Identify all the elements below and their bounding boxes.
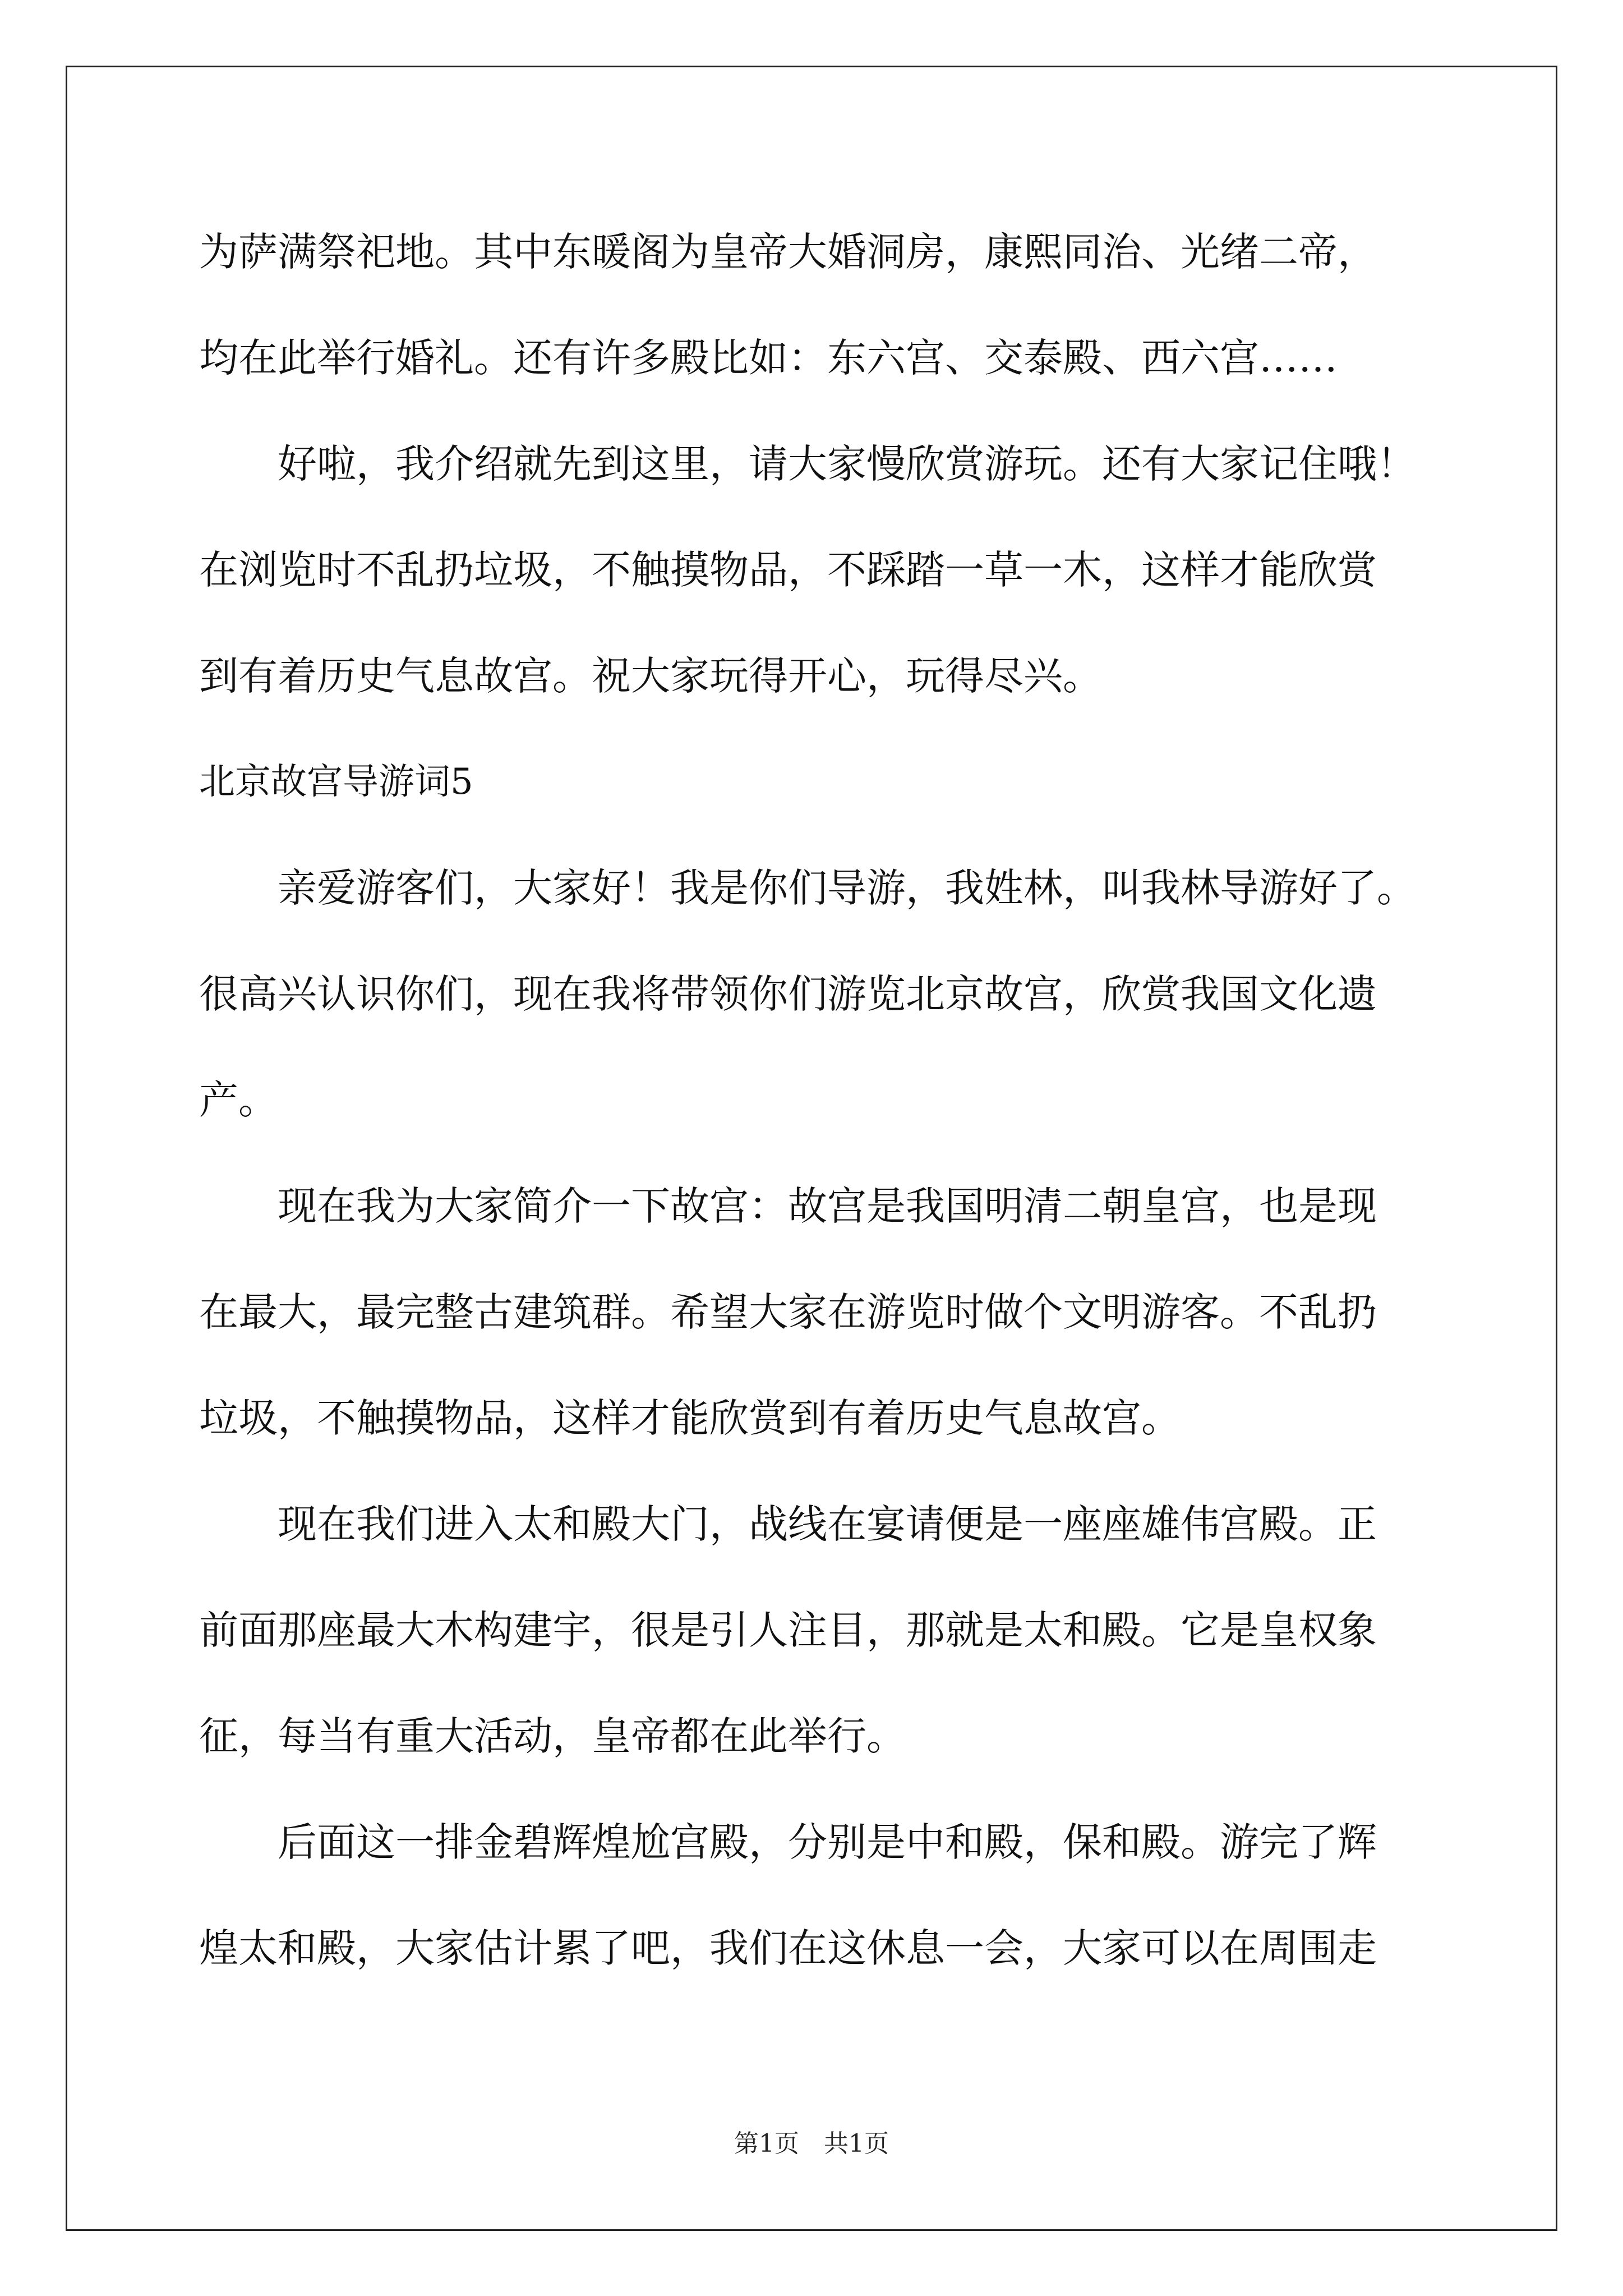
text-line: 均在此举行婚礼。还有许多殿比如：东六宫、交泰殿、西六宫……: [199, 335, 1338, 381]
text-line: 在浏览时不乱扔垃圾，不触摸物品，不踩踏一草一木，这样才能欣赏: [199, 547, 1377, 593]
text-line: 征，每当有重大活动，皇帝都在此举行。: [199, 1713, 906, 1759]
document-body: [199, 199, 1433, 2001]
text-line: 很高兴认识你们，现在我将带领你们游览北京故宫，欣赏我国文化遗: [199, 971, 1377, 1017]
text-line: 前面那座最大木构建宇，很是引人注目，那就是太和殿。它是皇权象: [199, 1607, 1377, 1653]
text-line: 为萨满祭祀地。其中东暖阁为皇帝大婚洞房，康熙同治、光绪二帝，: [199, 229, 1377, 275]
text-line: 后面这一排金碧辉煌尬宫殿，分别是中和殿，保和殿。游完了辉: [278, 1819, 1377, 1865]
text-line: 现在我为大家简介一下故宫：故宫是我国明清二朝皇宫，也是现: [278, 1183, 1377, 1229]
text-line: 在最大，最完整古建筑群。希望大家在游览时做个文明游客。不乱扔: [199, 1289, 1377, 1335]
text-line: 垃圾，不触摸物品，这样才能欣赏到有着历史气息故宫。: [199, 1395, 1181, 1441]
text-line: 好啦，我介绍就先到这里，请大家慢欣赏游玩。还有大家记住哦！: [278, 441, 1416, 487]
text-line: 现在我们进入太和殿大门，战线在宴请便是一座座雄伟宫殿。正: [278, 1501, 1377, 1547]
text-line: 亲爱游客们，大家好！我是你们导游，我姓林，叫我林导游好了。: [278, 865, 1416, 911]
text-line: 煌太和殿，大家估计累了吧，我们在这休息一会，大家可以在周围走: [199, 1925, 1377, 1971]
page-footer: 第1页 共1页: [734, 2129, 889, 2158]
text-line: 产。: [199, 1077, 278, 1123]
section-heading: 北京故宫导游词5: [199, 761, 473, 803]
text-line: 到有着历史气息故宫。祝大家玩得开心，玩得尽兴。: [199, 653, 1102, 699]
